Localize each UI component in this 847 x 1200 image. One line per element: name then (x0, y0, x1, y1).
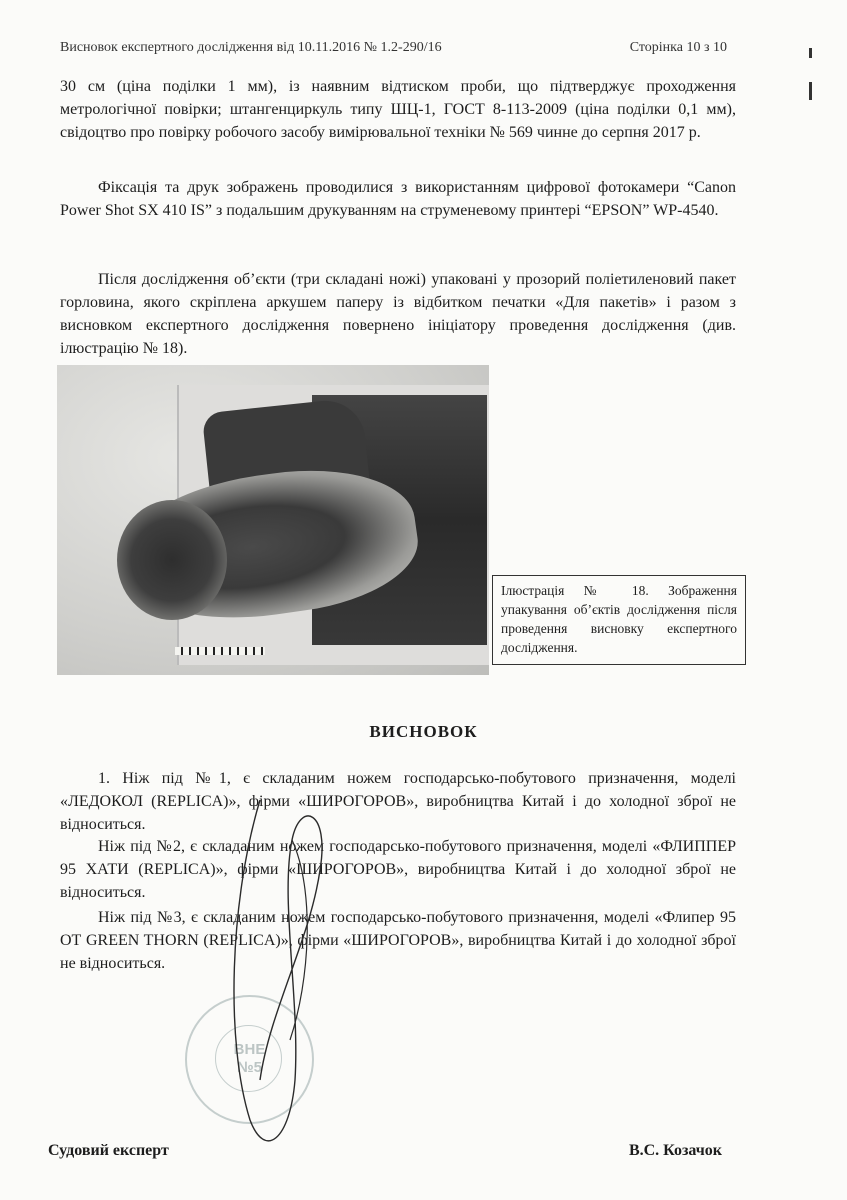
stamp-text-line-1: ВНЕ (233, 1041, 266, 1058)
conclusion-item-3: Ніж під №3, є складаним ножем господарсько-побутового призначення, моделі «Флипер 95 ОТ GREEN THORN (REPLICA)», фірми «ШИРОГОРОВ», виробництва Китай і до холодної зброї не відноситься. (60, 909, 736, 972)
signature-label: Судовий експерт (48, 1142, 169, 1159)
stamp-text-line-2: №5 (236, 1059, 263, 1076)
header-page-number: Сторінка 10 з 10 (629, 40, 727, 55)
scan-edge-mark (809, 82, 812, 100)
header-title: Висновок експертного дослідження від 10.11.2016 № 1.2-290/16 (60, 40, 442, 55)
conclusion-title: ВИСНОВОК (369, 722, 478, 741)
handwritten-signature (220, 780, 370, 1160)
illustration-caption: Ілюстрація № 18. Зображення упакування об’єктів дослідження після проведення висновку експертного дослідження. (492, 575, 746, 665)
illustration-18-photo (57, 365, 489, 675)
paragraph-measuring-tools: 30 см (ціна поділки 1 мм), із наявним відтиском проби, що підтверджує проходження метрологічної повірки; штангенциркуль типу ШЦ-1, ГОСТ 8-113-2009 (ціна поділки 0,1 мм), свідоцтво про повірку робочого засобу вимірювальної техніки № 569 чинне до серпня 2017 р. (60, 78, 736, 141)
ruler-scale (175, 647, 265, 655)
conclusion-item-1: 1. Ніж під №1, є складаним ножем господарсько-побутового призначення, моделі «ЛЕДОКОЛ (REPLICA)», фірми «ШИРОГОРОВ», виробництва Китай і до холодної зброї не відноситься. (60, 770, 736, 833)
page-header (60, 40, 727, 56)
paragraph-packaging: Після дослідження об’єкти (три складані ножі) упаковані у прозорий поліетиленовий пакет горловина, якого скріплена аркушем паперу із відбитком печатки «Для пакетів» і разом з висновком експертного дослідження повернено ініціатору проведення дослідження (див. ілюстрацію № 18). (60, 271, 736, 357)
signature-name: В.С. Козачок (628, 1142, 722, 1159)
scan-edge-mark (809, 48, 812, 58)
conclusion-item-2: Ніж під №2, є складаним ножем господарсько-побутового призначення, моделі «ФЛИППЕР 95 ХАТИ (REPLICA)», фірми «ШИРОГОРОВ», виробництва Китай і до холодної зброї не відноситься. (60, 838, 736, 901)
paragraph-photo-equipment: Фіксація та друк зображень проводилися з використанням цифрової фотокамери “Canon Power Shot SX 410 IS” з подальшим друкуванням на струменевому принтері “EPSON” WP-4540. (60, 179, 736, 219)
